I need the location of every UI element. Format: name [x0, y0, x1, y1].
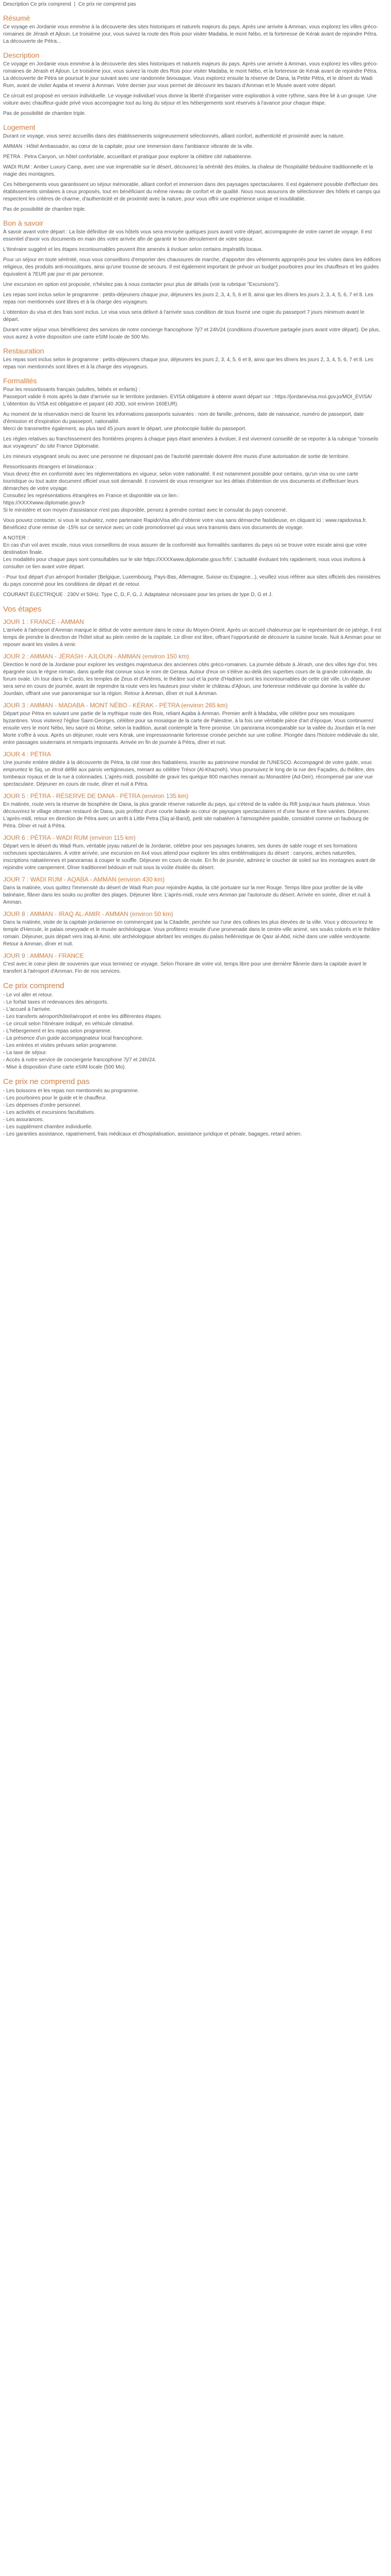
list-item: - Le forfait taxes et redevances des aéroports. [3, 999, 108, 1005]
page-content [0, 0, 385, 1138]
list-item: - Les transferts aéroport/hôtel/aéroport et entre les différentes étapes. [3, 1014, 162, 1020]
list-item: - Les pourboires pour le guide et le chauffeur. [3, 1095, 107, 1101]
section-title-formalites: Formalités [3, 377, 37, 385]
logement-paragraph: PÉTRA : Petra Canyon, un hôtel confortable, accueillant et pratique pour explorer la célèbre cité nabatéenne. [3, 154, 253, 160]
itinerary-day [3, 751, 382, 788]
bon-a-savoir-paragraph: Durant votre séjour vous bénéficierez des services de notre concierge francophone 7j/7 et 24h/24 (conditions d'ouverture partagée jours avant votre départ). De plus, vous aurez à votre disposition une carte eSIM locale de 500 Mo. [3, 327, 380, 340]
list-item: - Le circuit selon l'itinéraire indiqué, en véhicule climatisé. [3, 1021, 134, 1027]
day-text: Départ pour Pétra en suivant une partie de la mythique route des Rois, reliant Aqaba à Amman. Premier arrêt à Madaba, ville célèbre pour ses mosaïques byzantines. Vous visiterez l'église Saint-Georges, célèbre pour sa mosaïque de la carte de Palestine, à la fois une véritable pièce d'art d'époque. Vous continuerez ensuite vers le mont Nébo, lieu sacré où Moïse, selon la tradition, aurait contemplé la Terre promise. Un panorama incomparable sur la vallée du Jourdain et la mer Morte s'offre à vous. Après un déjeuner, route vers Kérak, une impressionnante forteresse croisée perchée sur une colline. Plongée dans l'histoire médiévale du site, entre passages souterrains et remparts imposants. Arrivée en fin de journée à Pétra, dîner et nuit. [3, 711, 379, 745]
itinerary-day [3, 618, 382, 649]
day-text: C'est avec le cœur plein de souvenirs que vous terminez ce voyage. Selon l'horaire de votre vol, temps libre pour une dernière flânerie dans la capitale avant le transfert à l'aéroport d'Amman. Fin de nos services. [3, 961, 367, 974]
section-title-resume: Résumé [3, 14, 30, 22]
electricity-note: COURANT ÉLECTRIQUE : 230V et 50Hz. Type C, D, F, G, J. Adaptateur nécessaire pour les prises de type D, G et J. [3, 592, 273, 598]
anchor-link-prix-ne-comprend-pas[interactable]: Ce prix ne comprend pas [78, 2, 136, 7]
formalites-paragraph: Pour les ressortissants français (adultes, bébés et enfants) : Passeport valide 6 mois après la date d'arrivée sur le territoire jordanien. EVISA obligatoire à obtenir avant départ sur : https://jordanevisa.moi.gov.jo/MOI_EVISA/ L'obtention du VISA est obligatoire et payant (40 JOD, soit environ 160EUR). [3, 387, 372, 407]
logement-paragraph: WADI RUM : Amber Luxury Camp, avec une vue imprenable sur le désert, découvrez la sérénité des étoiles, la chaleur de l'hospitalité bédouine traditionnelle et la magie des montagnes. [3, 164, 373, 177]
itinerary-day [3, 702, 382, 747]
description-paragraph: Pas de possibilité de chambre triple. [3, 111, 86, 116]
list-item: - L'hébergement et les repas selon programme. [3, 1028, 112, 1034]
day-title: JOUR 3 : AMMAN - MADABA - MONT NÉBO - KÉRAK - PÉTRA (environ 265 km) [3, 702, 228, 709]
list-item: - L'accueil à l'arrivée. [3, 1007, 52, 1012]
day-title: JOUR 7 : WADI RUM - AQABA - AMMAN (environ 430 km) [3, 876, 165, 883]
day-title: JOUR 2 : AMMAN - JÉRASH - AJLOUN - AMMAN (environ 150 km) [3, 653, 189, 660]
list-item: - Mise à disposition d'une carte eSIM locale (500 Mo). [3, 1064, 126, 1070]
section-title-bon-a-savoir: Bon à savoir [3, 219, 43, 227]
section-title-vos-etapes: Vos étapes [3, 605, 42, 614]
list-item: - Les supplément chambre individuelle. [3, 1124, 93, 1130]
day-title: JOUR 9 : AMMAN - FRANCE [3, 952, 84, 959]
day-title: JOUR 4 : PÉTRA [3, 751, 51, 758]
itinerary-day [3, 792, 382, 830]
formalites-paragraph: Les mineurs voyageant seuls ou avec une personne ne disposant pas de l'autorité parentale doivent être munis d'une autorisation de sortie de territoire. [3, 454, 350, 460]
day-title: JOUR 5 : PÉTRA - RÉSERVE DE DANA - PÉTRA (environ 135 km) [3, 792, 189, 800]
day-text: L'arrivée à l'aéroport d'Amman marque le début de votre aventure dans le cœur du Moyen-Orient. Après un accueil chaleureux par le représentant de ce jatrège, il est temps de prendre la direction de l'hôtel situé au plein centre de la capitale. Le dîner est libre, offrant l'opportunité de découvrir la cuisine locale. Nuit à Amman pour se reposer avant les visites à venir. [3, 628, 382, 648]
section-title-restauration: Restauration [3, 347, 44, 355]
itinerary-day [3, 653, 382, 698]
day-text: Départ vers le désert du Wadi Rum, véritable joyau naturel de la Jordanie, célèbre pour ses paysages lunaires, ses dunes de sable rouge et ses formations rocheuses spectaculaires. À votre arrivée, une excursion en 4x4 vous attend pour explorer les sites emblématiques du désert : canyons, arches naturelles, inscriptions nabatéennes et panoramas à couper le souffle. Déjeuner en cours de route. En fin de journée, admirez le coucher de soleil sur les montagnes avant de rejoindre votre campement. Dîner traditionnel bédouin et nuit sous la voûte étoilée du désert. [3, 843, 376, 871]
itinerary-day [3, 834, 382, 872]
formalites-paragraph: Au moment de la réservation merci de fournir les informations passeports suivantes : nom de famille, prénoms, date de naissance, numéro de passeport, date d'émission et d'expiration du passeport, nationalité. Merci de transmettre également, au plus tard 45 jours avant le départ, une photocopie lisible du passeport. [3, 412, 364, 432]
logement-paragraph: Durant ce voyage, vous serez accueillis dans des établissements soigneusement sélectionnés, alliant confort, authenticité et proximité avec la nature. [3, 133, 345, 139]
day-text: En matinée, route vers la réserve de biosphère de Dana, la plus grande réserve naturelle du pays, qui s'étend de la vallée du Rift jusqu'aux hauts plateaux. Vous découvrirez le village ottoman restauré de Dana, puis profitez d'une courte balade au cœur de paysages spectaculaires et d'une faune et flore variées. Déjeuner. L'après-midi, retour en direction de Pétra avec un arrêt à Little Petra (Siq al-Barid), petit site nabatéen à l'atmosphère paisible, considéré comme un faubourg de Pétra. Dîner et nuit à Pétra. [3, 802, 370, 829]
excluded-list [3, 1088, 382, 1138]
list-item: - La présence d'un guide accompagnateur local francophone. [3, 1036, 143, 1041]
included-list [3, 992, 382, 1071]
logement-paragraph: AMMAN : Hôtel Ambassador, au cœur de la capitale, pour une immersion dans l'ambiance vibrante de la ville. [3, 144, 254, 149]
logement-paragraph: Ces hébergements vous garantissent un séjour mémorable, alliant confort et immersion dans des paysages spectaculaires. Il est également possible d'effectuer des établissements similaires à ceux proposés, tout en bénéficiant du même niveau de confort et de qualité. Nous nous assurons de sélectionner des hôtels et camps qui respectent les critères de charme, d'authenticité et de proximité avec la nature, pour vous offrir une expérience unique et inoubliable. [3, 182, 380, 202]
itinerary-days [3, 618, 382, 975]
list-item: - Les entrées et visites prévues selon programme. [3, 1043, 118, 1048]
list-item: - Les activités et excursions facultatives. [3, 1110, 95, 1115]
list-item: - Les dépenses d'ordre personnel. [3, 1103, 82, 1108]
description-paragraph: Ce circuit est proposé en version individuelle. Le voyage individuel vous donne la liberté d'organiser votre exploration à votre rythme, sans être lié à un groupe. Une voiture avec chauffeur-guide privé vous accompagne tout au long du séjour et les hébergements sont réservés à l'avance pour chaque étape. [3, 93, 377, 106]
itinerary-day [3, 910, 382, 948]
day-text: Direction le nord de la Jordanie pour explorer les vestiges majestueux des anciennes cités gréco-romaines. La journée débute à Jérash, une des villes tige d'or, très épargnée sous le règne romain, dans quelle état connue sous le nom de Gerasa. Autour d'eux on s'élève au-delà des superbes cours de la grande colonnade, du forum ovale. Un tour dans le Cardo, les temples de Zeus et d'Artémis, le théâtre sud et la porte d'Hadrien sont les incontournables de cette cité ville. Un déjeuner sera servi en cours de journée, avant de reprendre la route vers les hauteurs pour visiter le château d'Ajloun, une forteresse médiévale qui domine la vallée du Jourdain, offrant une vue panoramique sur la région. Retour à Amman, dîner et nuit à Amman. [3, 662, 378, 697]
day-title: JOUR 8 : AMMAN - IRAQ AL-AMIR - AMMAN (environ 50 km) [3, 910, 173, 918]
bon-a-savoir-paragraph: Les repas sont inclus selon le programme : petits-déjeuners chaque jour, déjeuners les jours 2, 3, 4, 5, 6 et 8, ainsi que les dîners les jours 2, 3, 4, 5, 6, 7 et 8. Les repas non mentionnés sont libres et à la charge des voyageurs. [3, 292, 373, 305]
section-title-ce-prix-comprend: Ce prix comprend [3, 981, 64, 990]
formalites-paragraph: - Pour tout départ d'un aéroport frontalier (Belgique, Luxembourg, Pays-Bas, Allemagne, Suisse ou Espagne...), veuillez vous référer aux sites officiels des ministères du pays concerné pour les conditions de départ et de retour. [3, 574, 381, 587]
day-title: JOUR 6 : PÉTRA - WADI RUM (environ 115 km) [3, 834, 136, 841]
restauration-text: Les repas sont inclus selon le programme : petits-déjeuners chaque jour, déjeuners les jours 2, 3, 4, 5, 6 et 8, ainsi que les dîners les jours 2, 3, 4, 5, 6, 7 et 8. Les repas non mentionnés sont libres et à la charge des voyageurs. [3, 357, 373, 370]
day-title: JOUR 1 : FRANCE - AMMAN [3, 618, 84, 625]
list-item: - Les garanties assistance, rapatriement, frais médicaux et d'hospitalisation, assistance juridique et pénale, bagages, retard aérien. [3, 1131, 302, 1137]
formalites-paragraph: A NOTER : En cas d'un vol avec escale, nous vous conseillons de vous assurer de la conformité aux formalités sanitaires du pays où se trouve votre escale ainsi que votre destination finale. Les modalités pour chaque pays sont consultables sur le site https://XXXXwww.diplomatie.gouv.fr/fr/. L'actualité évoluant très rapidement, nous vous invitons à consulter ce lien avant votre départ. [3, 535, 367, 570]
itinerary-day [3, 952, 382, 975]
anchor-links [3, 1, 382, 8]
logement-paragraph: Pas de possibilité de chambre triple. [3, 207, 86, 212]
bon-a-savoir-paragraph: Pour un séjour en toute sérénité, nous vous conseillons d'emporter des chaussures de marche, d'apporter des vêtements appropriés pour les visites dans les édifices religieux, des produits anti-moustiques, ainsi qu'une trousse de secours. Il est également important de prévoir un budget pourboires pour les chauffeurs et les guides équivalent à 7EUR par jour et par personne. [3, 257, 381, 277]
formalites-paragraph: Les règles relatives au franchissement des frontières propres à chaque pays étant amenées à évoluer, il est vivement conseillé de se reporter à la rubrique "conseils aux voyageurs" du site France Diplomatie. [3, 436, 379, 449]
bon-a-savoir-paragraph: Une excursion en option est proposée, n'hésitez pas à nous contacter pour plus de détails (voir la rubrique "Excursions"). [3, 282, 280, 287]
resume-text: Ce voyage en Jordanie vous emmène à la découverte des sites historiques et naturels majeurs du pays. Après une arrivée à Amman, vous explorez les villes gréco-romaines de Jérash et Ajloun. Le troisième jour, vous suivez la route des Rois pour visiter Madaba, le mont Nébo, et la forteresse de Kérak avant de rejoindre Pétra. La découverte de Pétra... [3, 24, 378, 44]
anchor-link-description[interactable]: Description Ce prix comprend [3, 2, 71, 7]
anchor-separator: | [74, 2, 76, 7]
formalites-paragraph: Vous pouvez contacter, si vous le souhaitez, notre partenaire RapidoVisa afin d'obtenir votre visa sans démarche fastidieuse, en cliquant ici : www.rapidovisa.fr. Bénéficiez d'une remise de -15% sur ce service avec un code promotionnel qui vous sera transmis dans vos documents de voyage. [3, 518, 367, 531]
list-item: - La taxe de séjour. [3, 1050, 47, 1056]
itinerary-day [3, 876, 382, 906]
list-item: - Le vol aller et retour. [3, 992, 53, 998]
bon-a-savoir-paragraph: L'itinéraire suggéré et les étapes incontournables peuvent être amenés à évoluer selon certains impératifs locaux. [3, 247, 263, 252]
list-item: - Les boissons et les repas non mentionnés au programme. [3, 1088, 139, 1094]
day-text: Une journée entière dédiée à la découverte de Pétra, la cité rose des Nabatéens, inscrite au patrimoine mondial de l'UNESCO. Accompagné de votre guide, vous empruntez le Siq, un étroit défilé aux parois vertigineuses, menant au célèbre Trésor (Al-Khazneh). Vous poursuivez le long de la rue des Façades, du théâtre, des tombeaux royaux et de la rue à colonnades. L'après-midi, possibilité de gravir les quelque 800 marches menant au Monastère (Ad-Deir), récompensé par une vue spectaculaire. Déjeuner en cours de route, dîner et nuit à Pétra. [3, 760, 374, 787]
list-item: - Accès à notre service de conciergerie francophone 7j/7 et 24h/24. [3, 1057, 156, 1063]
bon-a-savoir-paragraph: À savoir avant votre départ : La liste définitive de vos hôtels vous sera envoyée quelques jours avant votre départ, accompagnée de votre carnet de voyage. Il est essentiel d'avoir vos documents en main dès votre arrivée afin de garantir le bon déroulement de votre séjour. [3, 229, 372, 242]
section-title-logement: Logement [3, 123, 36, 131]
section-title-description: Description [3, 51, 40, 59]
bon-a-savoir-paragraph: L'obtention du visa et des frais sont inclus. Le visa vous sera délivré à l'arrivée sous condition de tous fournir une copie du passeport 7 jours minimum avant le départ. [3, 310, 365, 323]
section-title-ce-prix-ne-comprend-pas: Ce prix ne comprend pas [3, 1077, 90, 1086]
formalites-paragraph: Ressortissants étrangers et binationaux : Vous devez être en conformité avec les réglementations en vigueur, selon votre nationalité. Il est notamment possible pour certains, qu'un visa ou une carte touristique ou tout autre document officiel vous soit demandé. Il convient de vous renseigner sur les délais d'obtention de vos documents et d'effectuer leurs démarches de votre voyage. Consultez les représentations étrangères en France et disponible via ce lien : https://XXXXwww.diplomatie.gouv.fr Si le ministère et son moyen d'assistance n'est pas disponible, pensez à prendre contact avec le consulat du pays concerné. [3, 464, 359, 513]
description-paragraph: Ce voyage en Jordanie vous emmène à la découverte des sites historiques et naturels majeurs du pays. Après une arrivée à Amman, vous explorez les villes gréco-romaines de Jérash et Ajloun. Le troisième jour, vous suivez la route des Rois pour visiter Madaba, le mont Nébo, et la forteresse de Kérak avant de rejoindre Pétra. La découverte de Pétra se poursuit le jour suivant avec une randonnée bivouaque. Vous explorez ensuite la réserve de Dana, la Petite Pétra, et le désert du Wadi Rum, avant de visiter Aqaba et revenir à Amman. Votre dernier jour vous permet de découvrir les bazars d'Amman et le Musée avant votre départ. [3, 61, 378, 89]
list-item: - Les assurances. [3, 1117, 44, 1123]
day-text: Dans la matinée, visite de la capitale jordanienne en commençant par la Citadelle, perchée sur l'une des collines les plus élevées de la ville. Vous y découvrirez le temple d'Hercule, le palais omeyyade et le musée archéologique. Vous profiterez ensuite d'une promenade dans le centre-ville animé, ses souks colorés et le théâtre romain. Déjeuner, puis départ vers Iraq al-Amir, site archéologique abritant les vestiges du palais hellénistique de Qasr al-Abd, niché dans une vallée verdoyante. Retour à Amman, dîner et nuit. [3, 920, 380, 947]
day-text: Dans la matinée, vous quittez l'immensité du désert de Wadi Rum pour rejoindre Aqaba, la cité portuaire sur la mer Rouge. Temps libre pour profiter de la ville balnéaire, flâner dans les souks ou profiter des plages. Déjeuner libre. L'après-midi, route vers Amman par l'autoroute du désert. Arrivée en soirée, dîner et nuit à Amman. [3, 885, 370, 905]
